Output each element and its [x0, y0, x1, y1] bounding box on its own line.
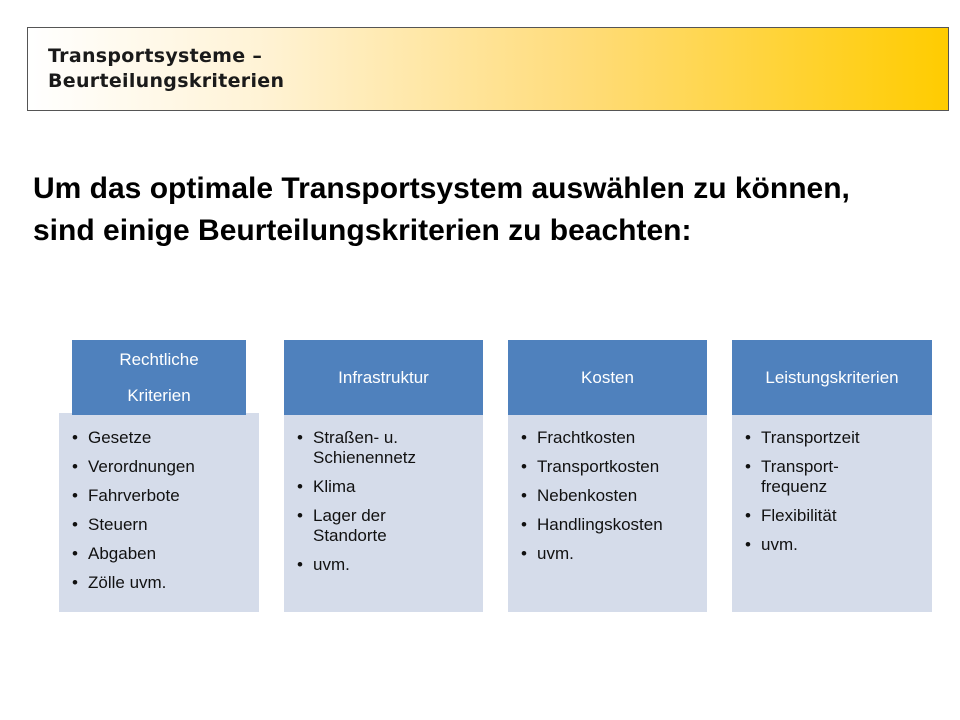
column-header-line: Rechtliche	[119, 349, 199, 369]
column-header	[508, 340, 707, 415]
list-item: • Transportkosten	[521, 457, 706, 477]
column-header	[72, 340, 246, 415]
criteria-list	[297, 428, 480, 584]
list-item: • Nebenkosten	[521, 486, 706, 506]
column-header-line: Leistungskriterien	[765, 367, 899, 387]
list-item: • Handlingskosten	[521, 515, 706, 535]
list-item: • Lager der Standorte	[297, 506, 480, 546]
column-header	[732, 340, 932, 415]
list-item: • uvm.	[521, 544, 706, 564]
criteria-list	[72, 428, 257, 602]
list-item: • Fahrverbote	[72, 486, 257, 506]
list-item: • Frachtkosten	[521, 428, 706, 448]
list-item: • uvm.	[297, 555, 480, 575]
list-item: • Gesetze	[72, 428, 257, 448]
slide-title-line-1: Transportsysteme –	[48, 45, 263, 67]
list-item: • Abgaben	[72, 544, 257, 564]
list-item: • Flexibilität	[745, 506, 930, 526]
list-item: • Straßen- u. Schienennetz	[297, 428, 480, 468]
list-item: • Zölle uvm.	[72, 573, 257, 593]
criteria-list	[521, 428, 706, 573]
column-header-line: Infrastruktur	[338, 367, 429, 387]
list-item: • Transportzeit	[745, 428, 930, 448]
list-item: • Verordnungen	[72, 457, 257, 477]
list-item: • Klima	[297, 477, 480, 497]
slide-title-line-2: Beurteilungskriterien	[48, 70, 285, 92]
column-header-line: Kosten	[581, 367, 634, 387]
intro-line-1: Um das optimale Transportsystem auswählen zu können,	[33, 172, 850, 205]
column-header-line: Kriterien	[127, 385, 191, 405]
list-item: • Steuern	[72, 515, 257, 535]
column-header	[284, 340, 483, 415]
list-item: • Transport- frequenz	[745, 457, 930, 497]
list-item: • uvm.	[745, 535, 930, 555]
intro-line-2: sind einige Beurteilungskriterien zu beachten:	[33, 214, 692, 247]
criteria-list	[745, 428, 930, 564]
